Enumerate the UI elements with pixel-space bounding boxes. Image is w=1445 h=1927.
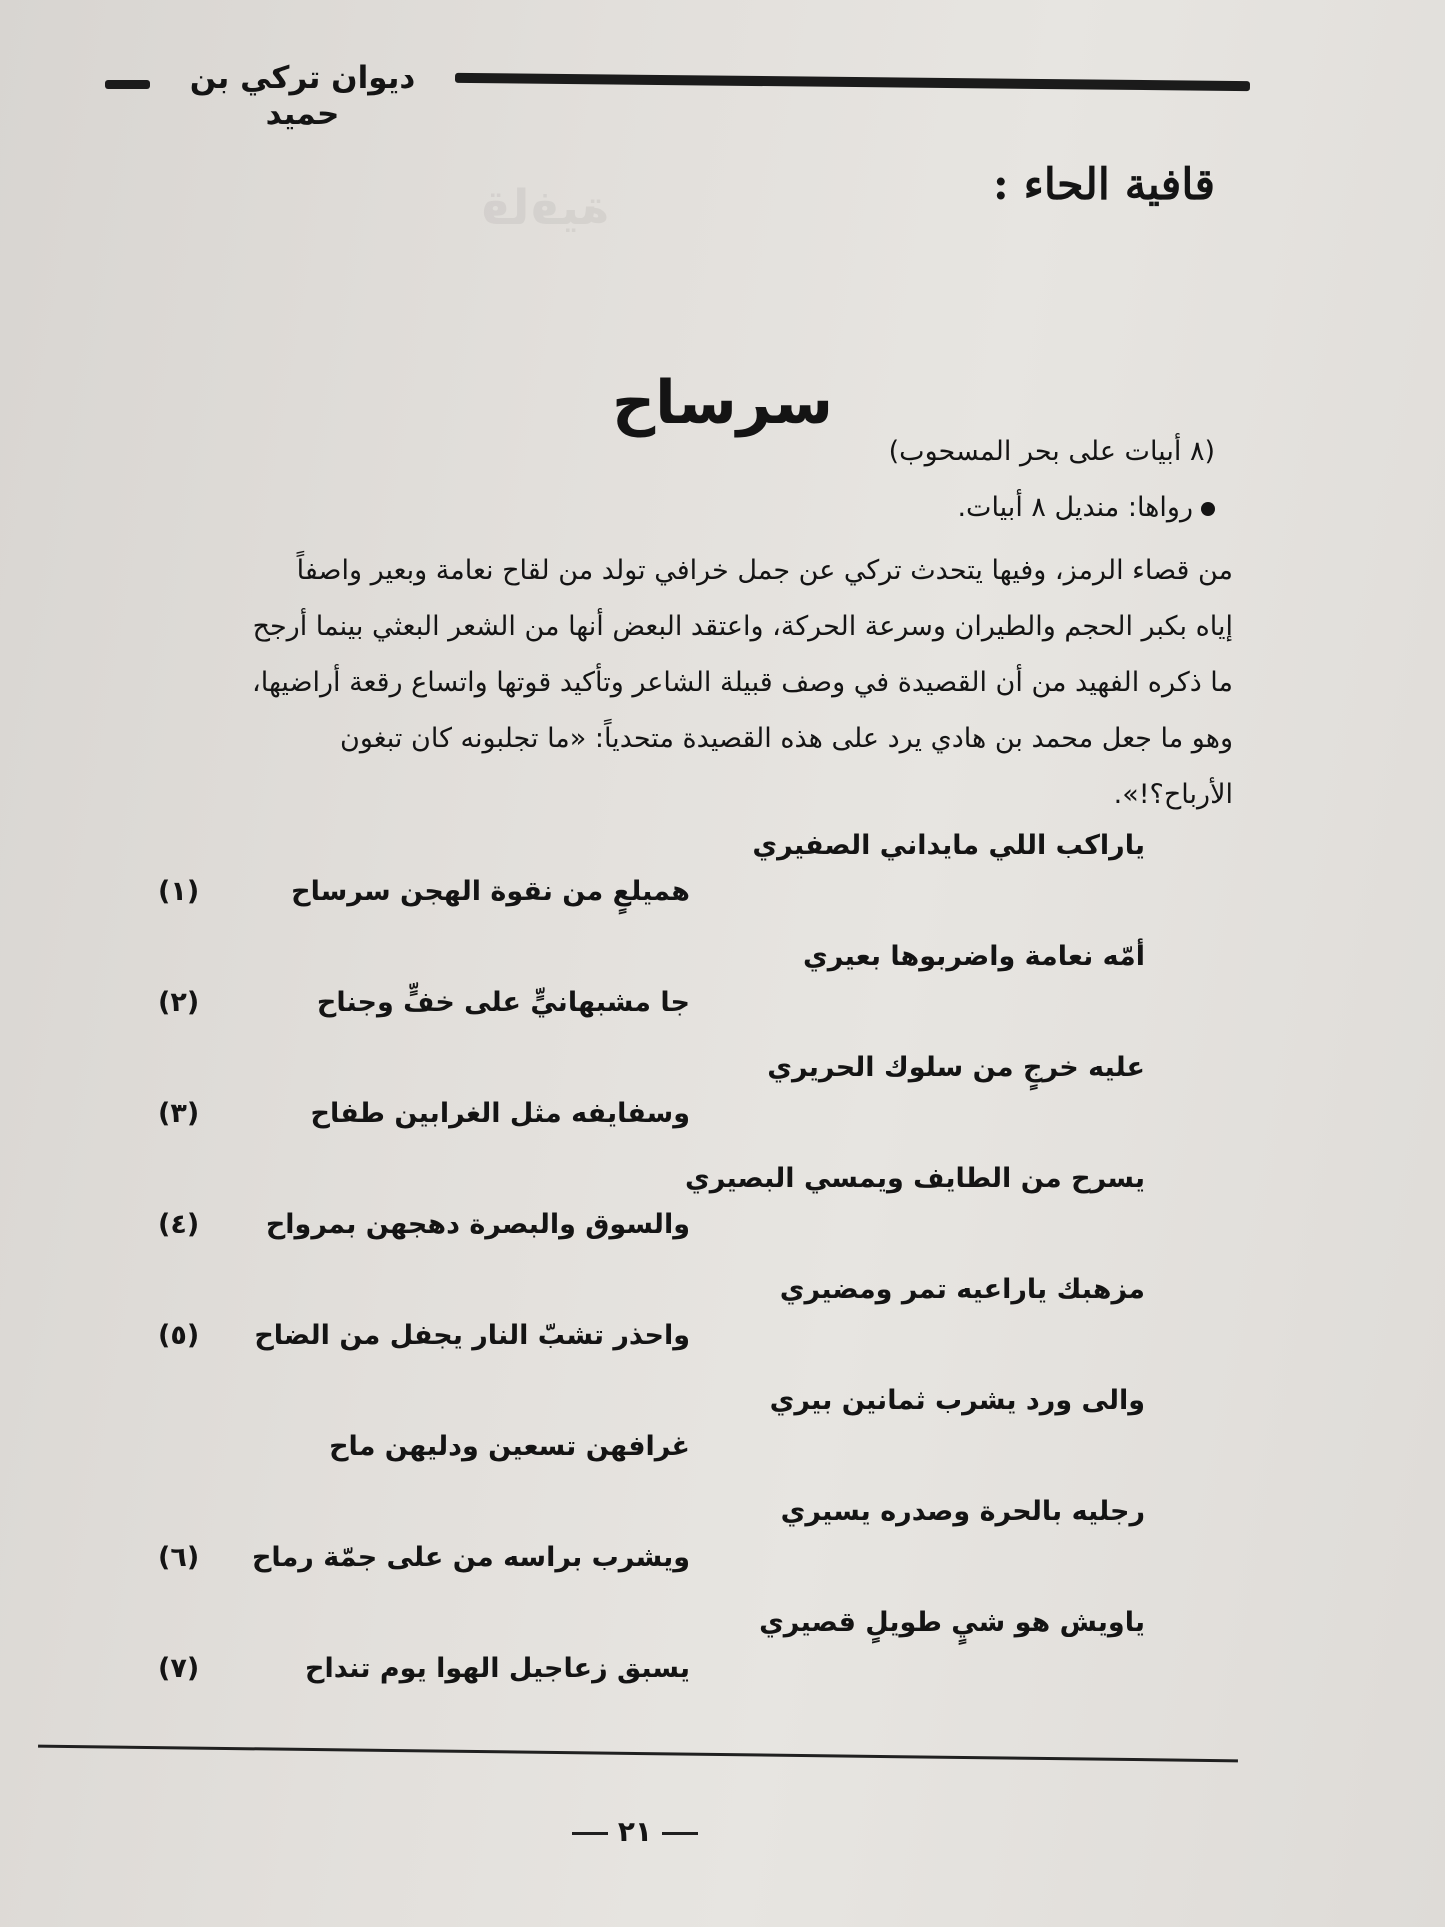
verse-first-hemistich: مزهبك ياراعيه تمر ومضيري xyxy=(779,1274,1145,1305)
verse xyxy=(0,830,1445,941)
verse-number: (٦) xyxy=(158,1542,200,1573)
verse-number: (٥) xyxy=(158,1320,200,1351)
verse-second-text: وسفايفه مثل الغرابين طفاح xyxy=(310,1098,690,1129)
verse-second-hemistich xyxy=(160,876,690,907)
verse xyxy=(0,1052,1445,1163)
verse-second-hemistich xyxy=(160,1653,690,1684)
verse-first-hemistich: أمّه نعامة واضربوها بعيري xyxy=(803,941,1145,972)
verse-second-text: يسبق زعاجيل الهوا يوم تنداح xyxy=(304,1653,690,1684)
verse-number: (٤) xyxy=(158,1209,200,1240)
poem-meter: (٨ أبيات على بحر المسحوب) xyxy=(888,436,1215,467)
verse-first-hemistich: يسرح من الطايف ويمسي البصيري xyxy=(684,1163,1145,1194)
verse-number: (١) xyxy=(158,876,200,907)
verse xyxy=(0,1274,1445,1385)
verse-first-hemistich: عليه خرجٍ من سلوك الحريري xyxy=(767,1052,1145,1083)
verse xyxy=(0,1385,1445,1496)
poem-introduction xyxy=(108,543,1233,823)
verse-second-text: هميلعٍ من نقوة الهجن سرساح xyxy=(291,876,690,907)
page-number-text: ٢١ xyxy=(617,1815,653,1848)
verse-second-text: ويشرب براسه من على جمّة رماح xyxy=(251,1542,690,1573)
verse-first-hemistich: ياراكب اللي مايداني الصفيري xyxy=(752,830,1145,861)
verse-first-hemistich: ياويش هو شيٍ طويلٍ قصيري xyxy=(759,1607,1145,1638)
verse-second-text: جا مشبهانيٍّ على خفٍّ وجناح xyxy=(316,987,690,1018)
header-rule-short xyxy=(105,80,150,89)
verse-second-hemistich xyxy=(160,987,690,1018)
intro-line: ما ذكره الفهيد من أن القصيدة في وصف قبيلة الشاعر وتأكيد قوتها واتساع رقعة أراضيها، xyxy=(252,667,1233,698)
verse-first-hemistich: والى ورد يشرب ثمانين بيري xyxy=(769,1385,1145,1416)
footer-rule xyxy=(38,1745,1238,1763)
verse-second-text: واحذر تشبّ النار يجفل من الضاح xyxy=(254,1320,690,1351)
verse-second-hemistich xyxy=(160,1098,690,1129)
running-header: ديوان تركي بن حميد xyxy=(189,60,416,132)
verse-second-hemistich xyxy=(160,1320,690,1351)
dash-right xyxy=(572,1832,608,1835)
poem-title: سرساح xyxy=(611,368,834,438)
bullet-icon xyxy=(1201,502,1215,516)
poem-narrator: رواها: منديل ٨ أبيات. xyxy=(957,492,1193,523)
verse-second-hemistich xyxy=(160,1542,690,1573)
intro-line: إياه بكبر الحجم والطيران وسرعة الحركة، واعتقد البعض أنها من الشعر البعثي بينما أرجح xyxy=(252,611,1233,642)
intro-line: من قصاء الرمز، وفيها يتحدث تركي عن جمل خرافي تولد من لقاح نعامة وبعير واصفاً xyxy=(296,555,1233,586)
verse xyxy=(0,1163,1445,1274)
intro-line: الأرباح؟!». xyxy=(1113,779,1233,810)
section-title: قافية الحاء : xyxy=(992,160,1215,210)
show-through-text: قافية xyxy=(480,180,610,236)
verse-second-text: والسوق والبصرة دهجهن بمرواح xyxy=(265,1209,690,1240)
verse xyxy=(0,941,1445,1052)
verse-second-hemistich xyxy=(160,1431,690,1462)
verse-second-hemistich xyxy=(160,1209,690,1240)
poem-verses xyxy=(0,830,1445,1718)
verse-number: (٣) xyxy=(158,1098,200,1129)
dash-left xyxy=(662,1832,698,1835)
verse-number: (٢) xyxy=(158,987,200,1018)
verse-second-text: غرافهن تسعين ودليهن ماح xyxy=(329,1431,690,1462)
header-rule xyxy=(455,73,1250,91)
verse xyxy=(0,1607,1445,1718)
intro-line: وهو ما جعل محمد بن هادي يرد على هذه القصيدة متحدياً: «ما تجلبونه كان تبغون xyxy=(339,723,1233,754)
page-number xyxy=(560,1815,710,1848)
verse-number: (٧) xyxy=(158,1653,200,1684)
verse xyxy=(0,1496,1445,1607)
poem-narrator-line xyxy=(957,492,1215,523)
verse-first-hemistich: رجليه بالحرة وصدره يسيري xyxy=(780,1496,1145,1527)
